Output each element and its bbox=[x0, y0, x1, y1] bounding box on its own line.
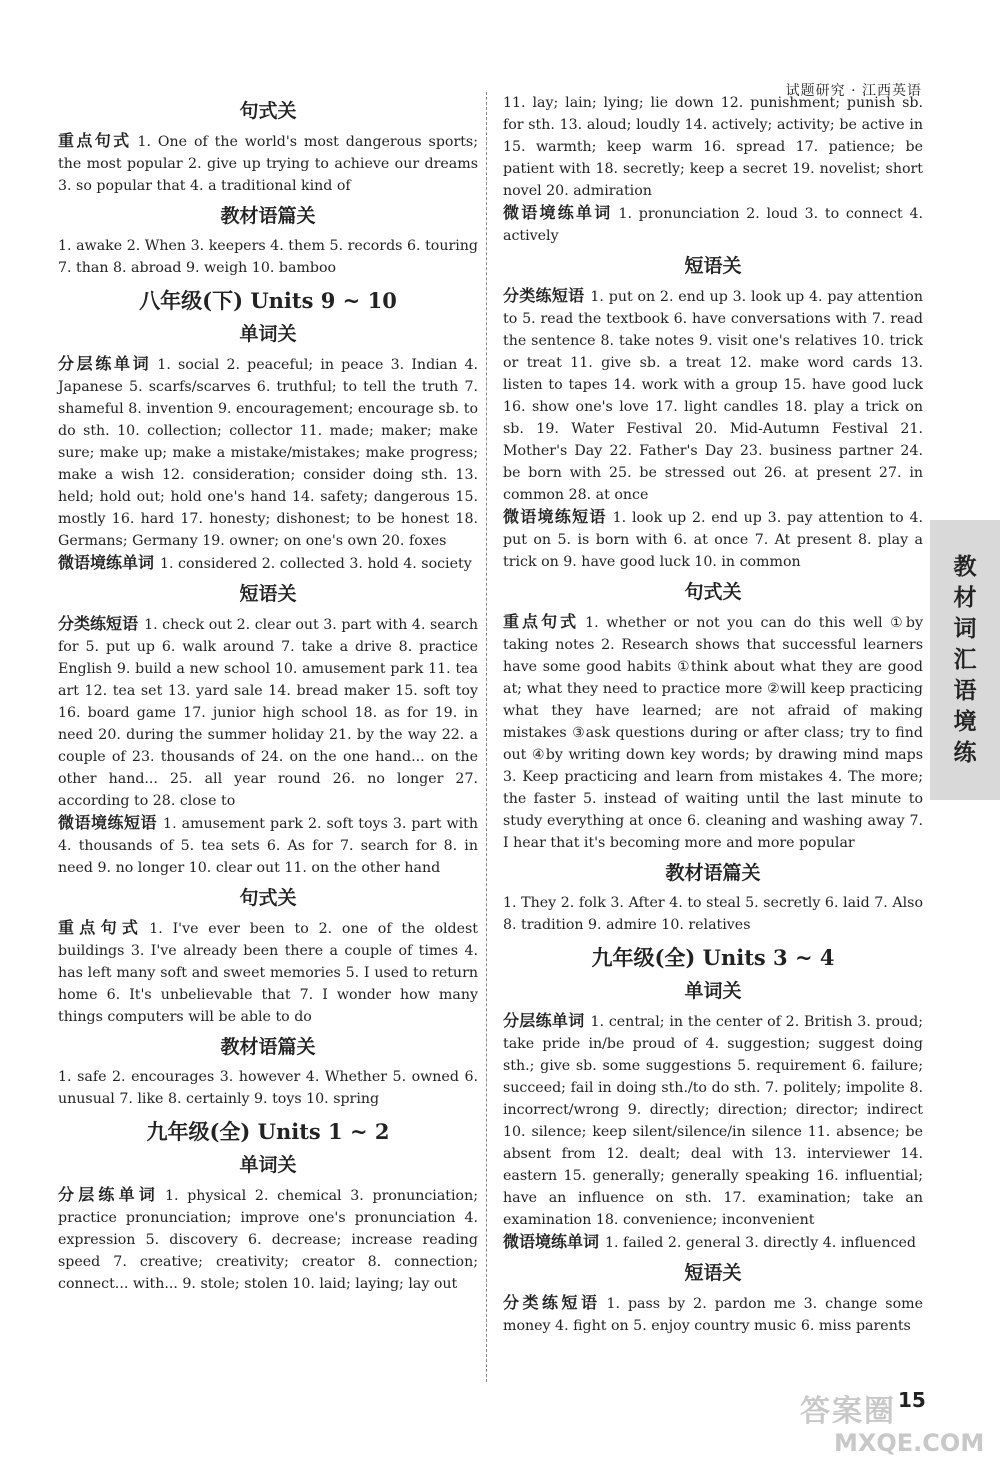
section-title: 单词关 bbox=[239, 1154, 297, 1176]
answer-paragraph bbox=[58, 552, 478, 575]
answer-text: 1. amusement park 2. soft toys 3. part with 4. thousands of 5. tea sets 6. As for 7. search for 8. in need 9. no longer 10. clear out 11. on the other hand bbox=[58, 816, 478, 876]
grade-unit-heading: 九年级(全) Units 3 ~ 4 bbox=[591, 945, 835, 970]
answer-paragraph bbox=[58, 1184, 478, 1295]
answer-text: 1. put on 2. end up 3. look up 4. pay attention to 5. read the textbook 6. have conversations with 7. read the sentence 8. take notes 9. visit one's relatives 10. trick or treat 11. give sb. a treat 12. make word cards 13. listen to tapes 14. work with a group 15. have good luck 16. show one's love 17. light candles 18. play a trick on sb. 19. Water Festival 20. Mid-Autumn Festival 21. Mother's Day 22. Father's Day 23. business partner 24. be born with 25. be stressed out 26. at present 27. in common 28. at once bbox=[503, 289, 923, 503]
exercise-label: 重点句式 bbox=[58, 918, 144, 937]
answer-paragraph bbox=[58, 613, 478, 812]
answer-paragraph bbox=[58, 812, 478, 879]
answer-text: 1. pass by 2. pardon me 3. change some money 4. fight on 5. enjoy country music 6. miss parents bbox=[503, 1296, 923, 1334]
section-title: 句式关 bbox=[239, 100, 297, 122]
section-title: 句式关 bbox=[684, 581, 742, 603]
watermark bbox=[800, 1395, 990, 1460]
answer-text: 1. central; in the center of 2. British 3. proud; take pride in/be proud of 4. suggestion; suggest doing sth.; give sb. some suggestions 5. requirement 6. failure; succeed; fail in doing sth./to do sth. 7. politely; impolite 8. incorrect/wrong 9. directly; direction; director; indirect 10. silence; keep silent/silence/in silence 11. absence; be absent from 12. dealt; deal with 13. interviewer 14. eastern 15. generally; generally speaking 16. influential; have an influence on sth. 17. examination; take an examination 18. convenience; inconvenient bbox=[503, 1014, 923, 1228]
exercise-label: 分类练短语 bbox=[503, 1293, 601, 1312]
exercise-label: 微语境练单词 bbox=[503, 1232, 600, 1251]
exercise-label: 分类练短语 bbox=[503, 286, 585, 305]
answer-paragraph bbox=[503, 506, 923, 573]
column-divider bbox=[486, 92, 487, 1382]
section-title: 句式关 bbox=[239, 887, 297, 909]
answer-paragraph bbox=[503, 202, 923, 247]
section-title: 教材语篇关 bbox=[220, 1036, 316, 1058]
exercise-label: 分层练单词 bbox=[58, 1185, 159, 1204]
watermark-logo-text: 答案圈 bbox=[800, 1394, 896, 1429]
answer-text: 1. whether or not you can do this well ①by taking notes 2. Research shows that successful learners have some good habits ①think about what they are good at; what they need to practice more ②will keep practicing what they have learned; are not afraid of making mistakes ③ask questions during or after class; try to find out ④by writing down key words; by drawing mind maps 3. Keep practicing and learn from mistakes 4. The more; the faster 5. instead of waiting until the last minute to study everything at once 6. cleaning and washing away 7. I hear that it's becoming more and more popular bbox=[503, 615, 923, 851]
section-title: 短语关 bbox=[684, 255, 742, 277]
exercise-label: 微语境练单词 bbox=[503, 203, 613, 222]
left-column bbox=[58, 92, 478, 1295]
section-title: 教材语篇关 bbox=[665, 862, 761, 884]
answer-text: 1. considered 2. collected 3. hold 4. society bbox=[160, 556, 472, 572]
watermark-url: MXQE.COM bbox=[834, 1429, 985, 1457]
page-number: 15 bbox=[898, 1388, 926, 1412]
side-tab bbox=[930, 520, 1000, 800]
answer-text: 11. lay; lain; lying; lie down 12. punishment; punish sb. for sth. 13. aloud; loudly 14. actively; activity; be active in 15. warmth; keep warm 16. spread 17. patience; be patient with 18. secretly; keep a secret 19. novelist; short novel 20. admiration bbox=[503, 95, 923, 199]
answer-paragraph bbox=[503, 611, 923, 854]
exercise-label: 微语境练短语 bbox=[503, 507, 607, 526]
answer-text: 1. pronunciation 2. loud 3. to connect 4. actively bbox=[503, 206, 923, 244]
grade-unit-heading: 八年级(下) Units 9 ~ 10 bbox=[139, 288, 397, 313]
section-title: 单词关 bbox=[239, 323, 297, 345]
answer-paragraph bbox=[58, 130, 478, 197]
right-column bbox=[503, 92, 923, 1337]
answer-paragraph bbox=[503, 892, 923, 936]
answer-text: 1. failed 2. general 3. directly 4. influenced bbox=[605, 1235, 917, 1251]
exercise-label: 微语境练短语 bbox=[58, 813, 158, 832]
answer-text: 1. physical 2. chemical 3. pronunciation; practice pronunciation; improve one's pronunciation 4. expression 5. discovery 6. decrease; increase reading speed 7. creative; creativity; creator 8. connection; connect... with... 9. stole; stolen 10. laid; laying; lay out bbox=[58, 1188, 478, 1292]
exercise-label: 分层练单词 bbox=[503, 1011, 585, 1030]
answer-paragraph bbox=[503, 1010, 923, 1231]
exercise-label: 分层练单词 bbox=[58, 354, 152, 373]
answer-paragraph bbox=[503, 92, 923, 202]
section-title: 短语关 bbox=[684, 1262, 742, 1284]
answer-paragraph bbox=[58, 1066, 478, 1110]
side-tab-label: 教材词汇语境练 bbox=[953, 553, 977, 766]
section-title: 短语关 bbox=[239, 583, 297, 605]
answer-text: 1. look up 2. end up 3. pay attention to 4. put on 5. is born with 6. at once 7. At present 8. play a trick on 9. have good luck 10. in common bbox=[503, 510, 923, 570]
section-title: 教材语篇关 bbox=[220, 205, 316, 227]
exercise-label: 重点句式 bbox=[503, 612, 580, 631]
answer-text: 1. I've ever been to 2. one of the oldest buildings 3. I've already been there a couple of times 4. has left many soft and sweet memories 5. I used to return home 6. It's unbelievable that 7. I wonder how many things computers will be able to do bbox=[58, 921, 478, 1025]
grade-unit-heading: 九年级(全) Units 1 ~ 2 bbox=[146, 1119, 390, 1144]
section-title: 单词关 bbox=[684, 980, 742, 1002]
answer-paragraph bbox=[58, 235, 478, 279]
answer-paragraph bbox=[58, 353, 478, 552]
answer-text: 1. One of the world's most dangerous sports; the most popular 2. give up trying to achieve our dreams 3. so popular that 4. a traditional kind of bbox=[58, 134, 478, 194]
answer-text: 1. awake 2. When 3. keepers 4. them 5. records 6. touring 7. than 8. abroad 9. weigh 10. bamboo bbox=[58, 238, 478, 276]
answer-paragraph bbox=[503, 285, 923, 506]
exercise-label: 微语境练单词 bbox=[58, 553, 155, 572]
answer-paragraph bbox=[503, 1292, 923, 1337]
answer-text: 1. safe 2. encourages 3. however 4. Whether 5. owned 6. unusual 7. like 8. certainly 9. toys 10. spring bbox=[58, 1069, 478, 1107]
exercise-label: 重点句式 bbox=[58, 131, 132, 150]
answer-text: 1. check out 2. clear out 3. part with 4. search for 5. put up 6. walk around 7. take a drive 8. practice English 9. build a new school 10. amusement park 11. tea art 12. tea set 13. yard sale 14. bread maker 15. soft toy 16. board game 17. junior high school 18. as for 19. in need 20. during the summer holiday 21. by the way 22. a couple of 23. thousands of 24. on the one hand... on the other hand... 25. all year round 26. no longer 27. according to 28. close to bbox=[58, 617, 478, 809]
page-header: 试题研究 · 江西英语 bbox=[785, 83, 922, 99]
answer-paragraph bbox=[58, 917, 478, 1028]
exercise-label: 分类练短语 bbox=[58, 614, 139, 633]
answer-paragraph bbox=[503, 1231, 923, 1254]
answer-text: 1. They 2. folk 3. After 4. to steal 5. secretly 6. laid 7. Also 8. tradition 9. admire 10. relatives bbox=[503, 895, 923, 933]
answer-text: 1. social 2. peaceful; in peace 3. Indian 4. Japanese 5. scarfs/scarves 6. truthful; to tell the truth 7. shameful 8. invention 9. encouragement; encourage sb. to do sth. 10. collection; collector 11. made; maker; make sure; make up; make a mistake/mistakes; make progress; make a wish 12. consideration; consider doing sth. 13. held; hold out; hold one's hand 14. safety; dangerous 15. mostly 16. hard 17. honesty; dishonest; to be honest 18. Germans; Germany 19. owner; on one's own 20. foxes bbox=[58, 357, 478, 549]
